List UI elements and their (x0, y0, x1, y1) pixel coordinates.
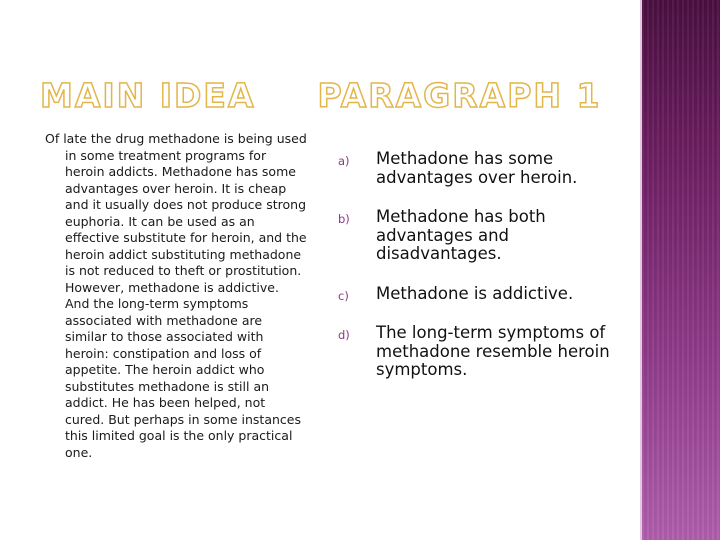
option-letter: d) (338, 328, 350, 342)
option-text: Methadone has some advantages over heroin. (376, 149, 578, 187)
option-b (338, 208, 618, 264)
answer-options (338, 150, 618, 401)
option-letter: a) (338, 154, 350, 168)
option-a (338, 150, 618, 187)
option-d (338, 324, 618, 380)
option-text: Methadone has both advantages and disadvantages. (376, 207, 546, 263)
title-main-idea: MAIN IDEA (40, 76, 256, 115)
reading-paragraph: Of late the drug methadone is being used in some treatment programs for heroin addicts. Methadone has some advantages over heroin. It is cheap and it usually does not produce strong euphoria. It can be used as an effective substitute for heroin, and the heroin addict substituting methadone is not reduced to theft or prostitution. However, methadone is addictive. And the long-term symptoms associated with methadone are similar to those associated with heroin: constipation and loss of appetite. The heroin addict who substitutes methadone is still an addict. He has been helped, not cured. But perhaps in some instances this limited goal is the only practical one. (45, 131, 307, 460)
option-text: Methadone is addictive. (376, 283, 574, 303)
slide-title (40, 76, 620, 116)
title-paragraph-1: PARAGRAPH 1 (317, 76, 602, 115)
option-c (338, 285, 618, 304)
option-letter: c) (338, 288, 349, 303)
decorative-side-bar (642, 0, 720, 540)
option-text: The long-term symptoms of methadone resemble heroin symptoms. (376, 323, 610, 379)
option-letter: b) (338, 212, 350, 226)
